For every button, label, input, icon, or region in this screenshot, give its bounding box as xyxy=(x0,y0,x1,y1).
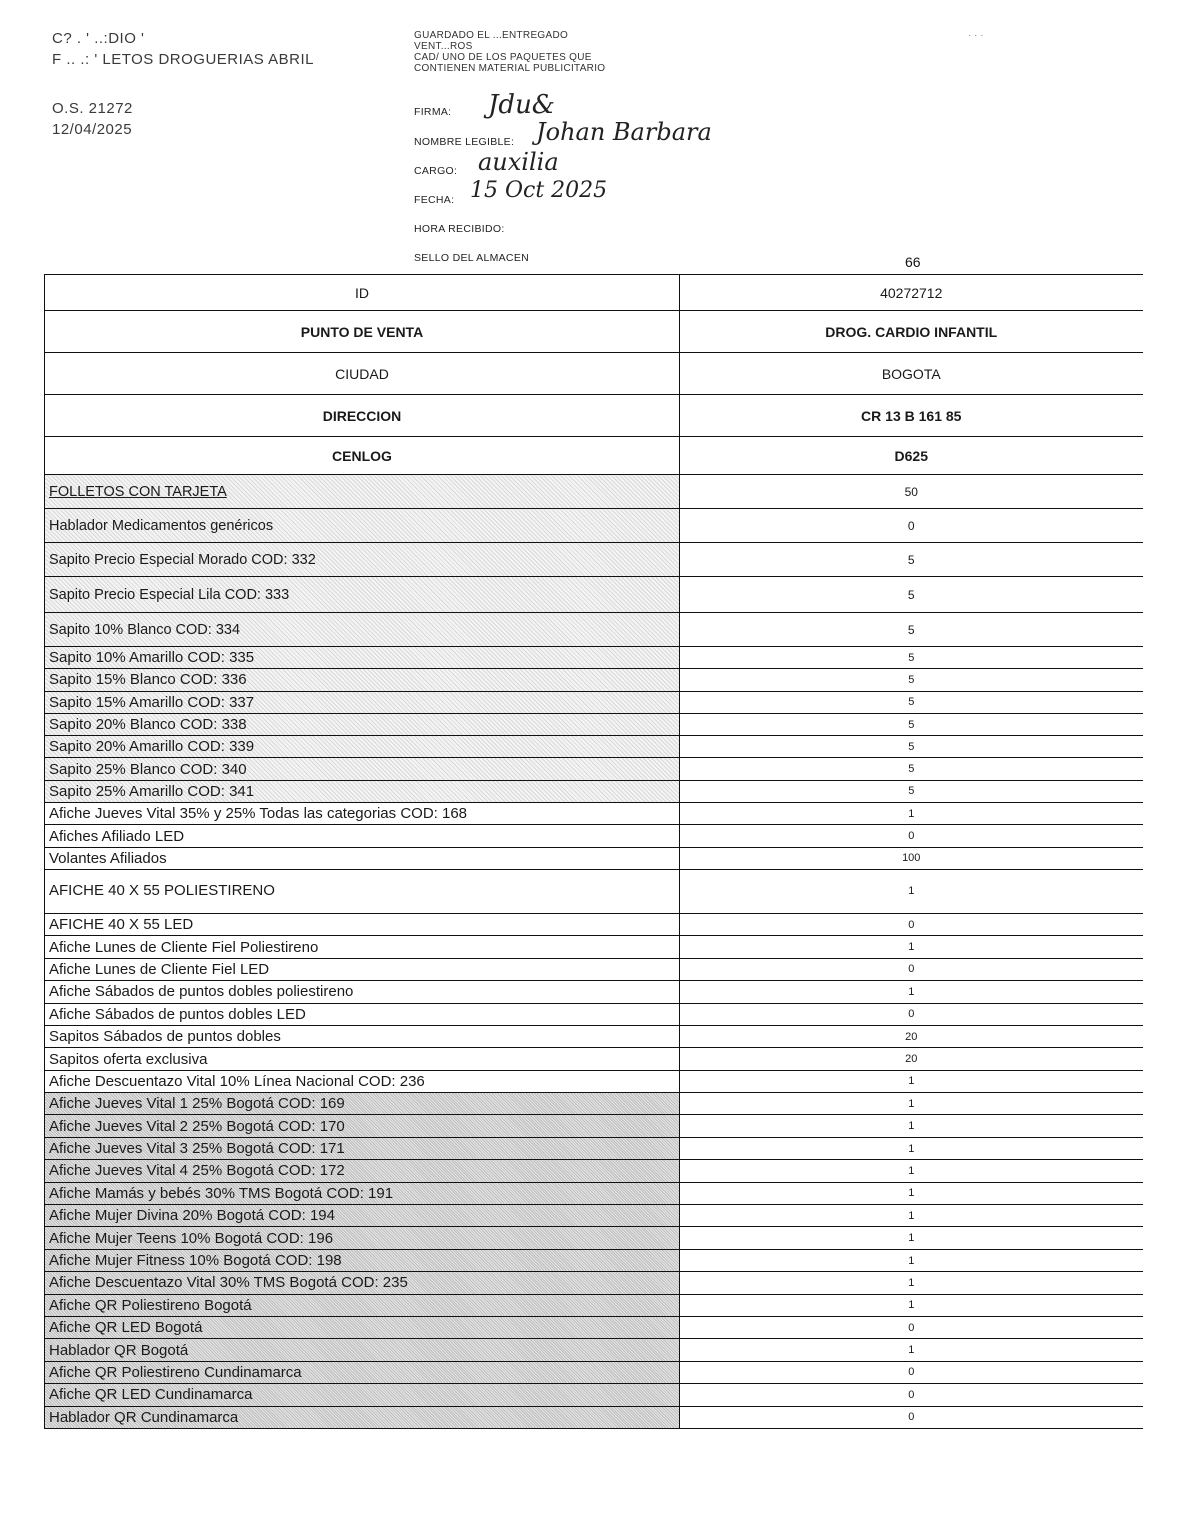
item-label: Sapito 15% Blanco COD: 336 xyxy=(45,669,680,691)
header-title-line1: C? . ' ..:DIO ' xyxy=(52,30,145,47)
item-label: Afiche Jueves Vital 2 25% Bogotá COD: 170 xyxy=(45,1115,680,1137)
order-date: 12/04/2025 xyxy=(52,121,133,138)
item-quantity: 1 xyxy=(680,1182,1143,1204)
item-label: FOLLETOS CON TARJETA xyxy=(45,475,680,509)
item-label: Afiche Mujer Divina 20% Bogotá COD: 194 xyxy=(45,1205,680,1227)
item-label: Sapito 10% Blanco COD: 334 xyxy=(45,613,680,647)
item-label: Sapitos Sábados de puntos dobles xyxy=(45,1025,680,1047)
item-quantity: 5 xyxy=(680,758,1143,780)
item-quantity: 1 xyxy=(680,1205,1143,1227)
nombre-label: NOMBRE LEGIBLE: xyxy=(414,136,515,148)
instruction-line3: CAD/ UNO DE LOS PAQUETES QUE xyxy=(414,52,592,63)
item-quantity: 1 xyxy=(680,1160,1143,1182)
item-quantity: 5 xyxy=(680,543,1143,577)
item-quantity: 5 xyxy=(680,613,1143,647)
item-row xyxy=(45,613,1143,647)
item-row xyxy=(45,1249,1143,1271)
item-row xyxy=(45,1137,1143,1159)
item-row xyxy=(45,1227,1143,1249)
item-label: Afiche Lunes de Cliente Fiel Poliestireno xyxy=(45,936,680,958)
item-label: AFICHE 40 X 55 POLIESTIRENO xyxy=(45,869,680,913)
item-quantity: 5 xyxy=(680,736,1143,758)
item-quantity: 0 xyxy=(680,825,1143,847)
item-label: AFICHE 40 X 55 LED xyxy=(45,913,680,935)
item-quantity: 1 xyxy=(680,1339,1143,1361)
item-quantity: 0 xyxy=(680,509,1143,543)
item-row xyxy=(45,981,1143,1003)
cargo-label: CARGO: xyxy=(414,165,458,177)
item-label: Sapito 25% Blanco COD: 340 xyxy=(45,758,680,780)
item-row xyxy=(45,1361,1143,1383)
item-quantity: 0 xyxy=(680,1384,1143,1406)
item-label: Afiche Descuentazo Vital 30% TMS Bogotá COD: 235 xyxy=(45,1272,680,1294)
package-count: 66 xyxy=(905,254,921,270)
item-label: Afiche QR Poliestireno Bogotá xyxy=(45,1294,680,1316)
item-label: Afiche Mamás y bebés 30% TMS Bogotá COD: 191 xyxy=(45,1182,680,1204)
item-row xyxy=(45,758,1143,780)
fecha-handwritten: 15 Oct 2025 xyxy=(470,178,608,203)
item-label: Afiche QR LED Cundinamarca xyxy=(45,1384,680,1406)
instruction-line1: GUARDADO EL ...ENTREGADO xyxy=(414,30,569,41)
item-row xyxy=(45,647,1143,669)
item-quantity: 1 xyxy=(680,1115,1143,1137)
item-quantity: 5 xyxy=(680,713,1143,735)
item-row xyxy=(45,1384,1143,1406)
item-label: Afiche QR Poliestireno Cundinamarca xyxy=(45,1361,680,1383)
item-label: Sapito 10% Amarillo COD: 335 xyxy=(45,647,680,669)
info-value: BOGOTA xyxy=(680,353,1143,395)
item-row xyxy=(45,1070,1143,1092)
item-row xyxy=(45,1317,1143,1339)
item-row xyxy=(45,1003,1143,1025)
item-label: Sapito 15% Amarillo COD: 337 xyxy=(45,691,680,713)
item-row xyxy=(45,736,1143,758)
item-quantity: 0 xyxy=(680,913,1143,935)
info-label: DIRECCION xyxy=(45,395,680,437)
item-quantity: 5 xyxy=(680,577,1143,613)
item-label: Afiche Lunes de Cliente Fiel LED xyxy=(45,958,680,980)
header-left xyxy=(52,28,314,140)
info-row xyxy=(45,437,1143,475)
item-quantity: 0 xyxy=(680,958,1143,980)
item-quantity: 0 xyxy=(680,1361,1143,1383)
item-row xyxy=(45,1048,1143,1070)
item-quantity: 1 xyxy=(680,981,1143,1003)
info-label: ID xyxy=(45,275,680,311)
order-number: O.S. 21272 xyxy=(52,100,133,117)
item-row xyxy=(45,825,1143,847)
info-row xyxy=(45,395,1143,437)
instruction-line4: CONTIENEN MATERIAL PUBLICITARIO xyxy=(414,63,606,74)
item-quantity: 100 xyxy=(680,847,1143,869)
item-label: Afiche QR LED Bogotá xyxy=(45,1317,680,1339)
info-value: 40272712 xyxy=(680,275,1143,311)
item-row xyxy=(45,1182,1143,1204)
fecha-label: FECHA: xyxy=(414,194,455,206)
item-row xyxy=(45,869,1143,913)
info-label: CENLOG xyxy=(45,437,680,475)
item-row xyxy=(45,1406,1143,1428)
item-quantity: 1 xyxy=(680,1227,1143,1249)
header-title-line2: F .. .: ' LETOS DROGUERIAS ABRIL xyxy=(52,51,314,68)
cargo-handwritten: auxilia xyxy=(478,148,559,176)
item-quantity: 20 xyxy=(680,1025,1143,1047)
item-quantity: 1 xyxy=(680,803,1143,825)
item-row xyxy=(45,691,1143,713)
item-quantity: 0 xyxy=(680,1317,1143,1339)
item-label: Sapito 20% Blanco COD: 338 xyxy=(45,713,680,735)
info-row xyxy=(45,311,1143,353)
item-label: Sapito 25% Amarillo COD: 341 xyxy=(45,780,680,802)
item-label: Afiche Mujer Fitness 10% Bogotá COD: 198 xyxy=(45,1249,680,1271)
item-row xyxy=(45,803,1143,825)
item-row xyxy=(45,509,1143,543)
info-row xyxy=(45,353,1143,395)
item-quantity: 1 xyxy=(680,1294,1143,1316)
item-quantity: 50 xyxy=(680,475,1143,509)
item-label: Afiches Afiliado LED xyxy=(45,825,680,847)
item-row xyxy=(45,669,1143,691)
item-quantity: 1 xyxy=(680,1272,1143,1294)
item-row xyxy=(45,1025,1143,1047)
item-row xyxy=(45,1339,1143,1361)
item-label: Afiche Sábados de puntos dobles LED xyxy=(45,1003,680,1025)
item-row xyxy=(45,1205,1143,1227)
item-row xyxy=(45,780,1143,802)
item-label: Afiche Descuentazo Vital 10% Línea Nacional COD: 236 xyxy=(45,1070,680,1092)
firma-signature: Jdu& xyxy=(488,90,555,120)
corner-note: · · · xyxy=(968,30,984,41)
item-quantity: 5 xyxy=(680,780,1143,802)
item-quantity: 5 xyxy=(680,669,1143,691)
item-quantity: 1 xyxy=(680,936,1143,958)
header-instructions xyxy=(414,30,605,74)
item-row xyxy=(45,475,1143,509)
nombre-handwritten: Johan Barbara xyxy=(536,118,712,146)
item-quantity: 1 xyxy=(680,1093,1143,1115)
item-row xyxy=(45,1272,1143,1294)
instruction-line2: VENT...ROS xyxy=(414,41,473,52)
item-quantity: 0 xyxy=(680,1406,1143,1428)
item-label: Sapitos oferta exclusiva xyxy=(45,1048,680,1070)
sello-label: SELLO DEL ALMACEN xyxy=(414,252,530,264)
item-label: Hablador Medicamentos genéricos xyxy=(45,509,680,543)
item-label: Sapito Precio Especial Lila COD: 333 xyxy=(45,577,680,613)
item-label: Afiche Sábados de puntos dobles poliestireno xyxy=(45,981,680,1003)
info-value: DROG. CARDIO INFANTIL xyxy=(680,311,1143,353)
item-row xyxy=(45,577,1143,613)
item-quantity: 0 xyxy=(680,1003,1143,1025)
item-quantity: 1 xyxy=(680,1137,1143,1159)
item-quantity: 1 xyxy=(680,1070,1143,1092)
delivery-table xyxy=(44,274,1143,1429)
info-row xyxy=(45,275,1143,311)
item-row xyxy=(45,936,1143,958)
item-label: Volantes Afiliados xyxy=(45,847,680,869)
item-quantity: 5 xyxy=(680,691,1143,713)
info-value: D625 xyxy=(680,437,1143,475)
item-label: Afiche Jueves Vital 4 25% Bogotá COD: 172 xyxy=(45,1160,680,1182)
item-row xyxy=(45,1160,1143,1182)
item-row xyxy=(45,1093,1143,1115)
item-row xyxy=(45,958,1143,980)
item-label: Hablador QR Cundinamarca xyxy=(45,1406,680,1428)
item-row xyxy=(45,1115,1143,1137)
item-label: Afiche Jueves Vital 35% y 25% Todas las categorias COD: 168 xyxy=(45,803,680,825)
item-row xyxy=(45,847,1143,869)
item-label: Afiche Mujer Teens 10% Bogotá COD: 196 xyxy=(45,1227,680,1249)
item-quantity: 1 xyxy=(680,869,1143,913)
item-row xyxy=(45,713,1143,735)
item-row xyxy=(45,1294,1143,1316)
item-label: Sapito Precio Especial Morado COD: 332 xyxy=(45,543,680,577)
item-label: Afiche Jueves Vital 1 25% Bogotá COD: 169 xyxy=(45,1093,680,1115)
firma-label: FIRMA: xyxy=(414,106,452,118)
item-quantity: 5 xyxy=(680,647,1143,669)
item-row xyxy=(45,913,1143,935)
item-label: Hablador QR Bogotá xyxy=(45,1339,680,1361)
item-label: Afiche Jueves Vital 3 25% Bogotá COD: 171 xyxy=(45,1137,680,1159)
item-row xyxy=(45,543,1143,577)
info-label: CIUDAD xyxy=(45,353,680,395)
info-label: PUNTO DE VENTA xyxy=(45,311,680,353)
item-label: Sapito 20% Amarillo COD: 339 xyxy=(45,736,680,758)
item-quantity: 20 xyxy=(680,1048,1143,1070)
hora-label: HORA RECIBIDO: xyxy=(414,223,505,235)
info-value: CR 13 B 161 85 xyxy=(680,395,1143,437)
item-quantity: 1 xyxy=(680,1249,1143,1271)
